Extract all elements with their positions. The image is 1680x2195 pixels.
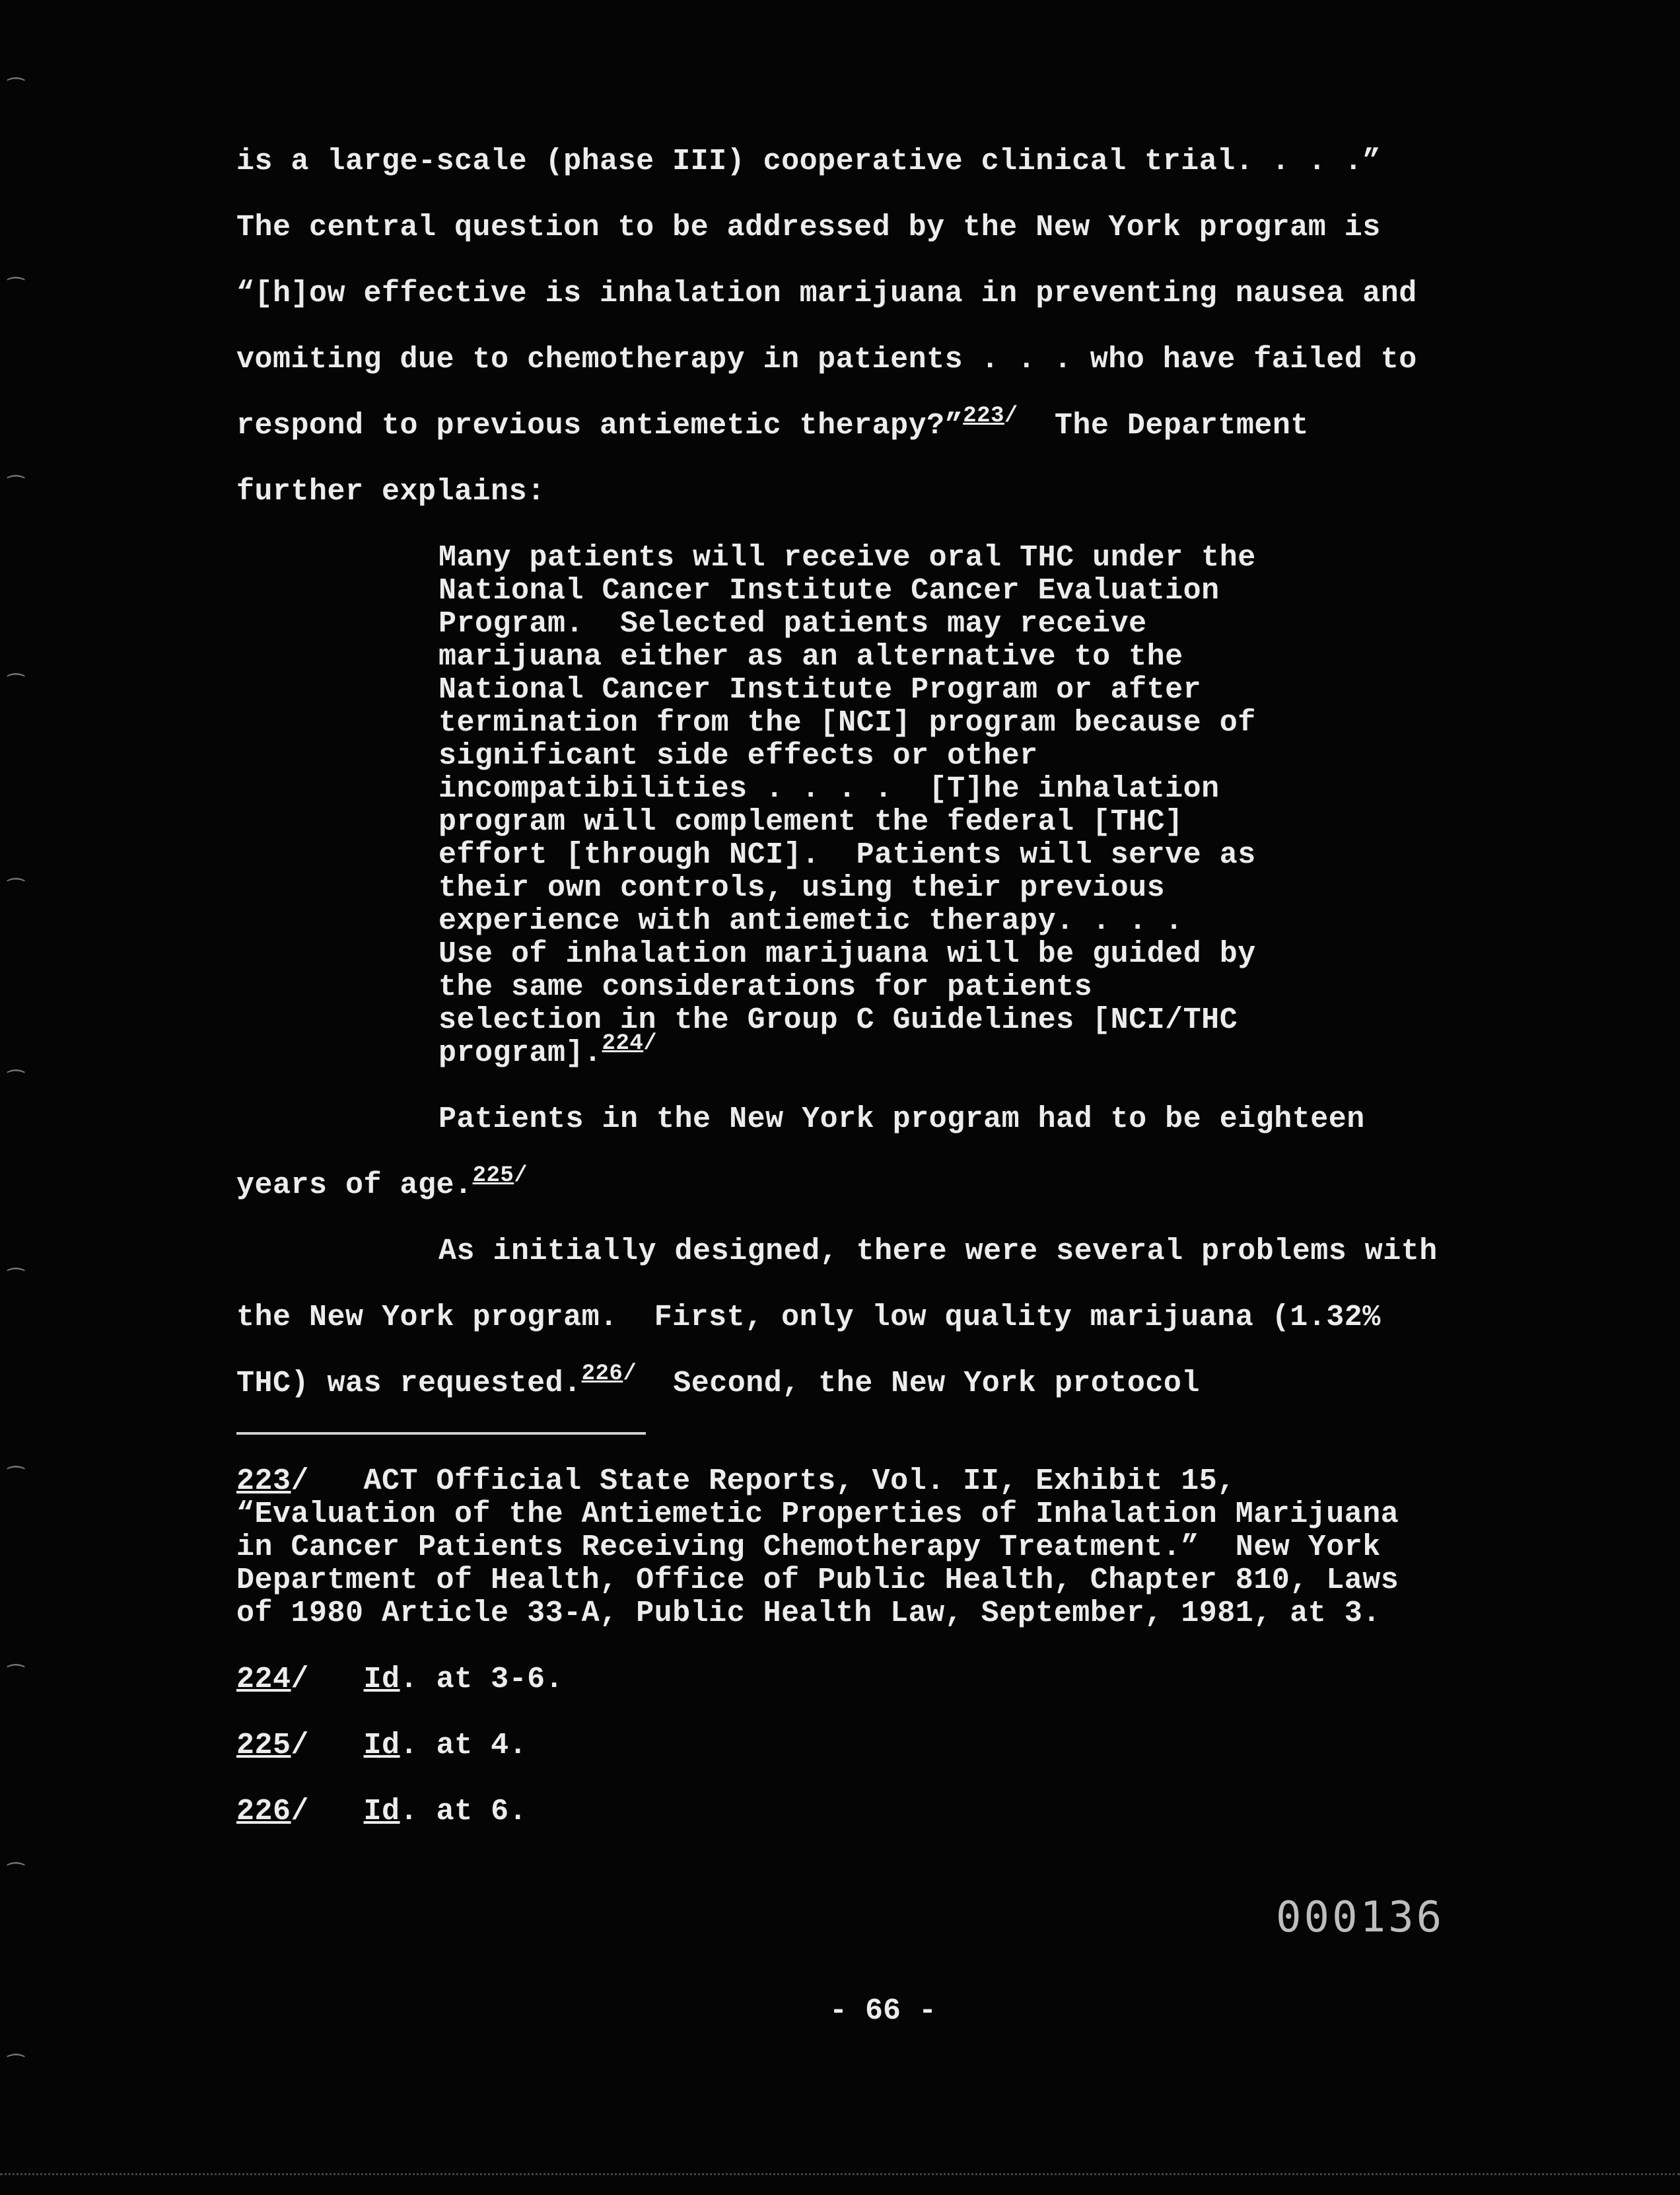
quote-line: the same considerations for patients xyxy=(438,970,1093,1004)
quote-line: incompatibilities . . . . [T]he inhalation xyxy=(438,772,1220,806)
body-line: vomiting due to chemotherapy in patients . . . who have failed to xyxy=(236,343,1417,377)
margin-mark: ⁀ xyxy=(8,1865,24,1887)
footnote-rule xyxy=(236,1432,646,1435)
quote-line: experience with antiemetic therapy. . . . xyxy=(438,904,1183,938)
footnote-slash: / xyxy=(291,1729,310,1762)
quote-line: effort [through NCI]. Patients will serve as xyxy=(438,838,1256,872)
footnote-number: 224 xyxy=(236,1663,291,1696)
footnote-number: 225 xyxy=(236,1729,291,1762)
margin-mark: ⁀ xyxy=(8,1667,24,1689)
margin-mark: ⁀ xyxy=(8,676,24,698)
footnote-slash: / xyxy=(643,1031,658,1056)
quote-line: significant side effects or other xyxy=(438,739,1038,773)
footnote-text: . at 4. xyxy=(400,1729,528,1762)
quote-line: National Cancer Institute Program or after xyxy=(438,673,1202,707)
scan-edge-artifact xyxy=(0,2173,1680,2178)
quote-line: Use of inhalation marijuana will be guided by xyxy=(438,937,1256,971)
footnote-slash: / xyxy=(1004,404,1018,429)
quote-line: their own controls, using their previous xyxy=(438,871,1166,905)
footnote-slash: / xyxy=(291,1795,310,1828)
footnote-slash: / xyxy=(291,1663,310,1696)
text-segment: Second, the New York protocol xyxy=(637,1367,1200,1400)
quote-line: program will complement the federal [THC] xyxy=(438,805,1183,839)
body-line: Patients in the New York program had to be eighteen xyxy=(438,1102,1365,1136)
footnote-ref: 226 xyxy=(581,1361,623,1386)
body-line: The central question to be addressed by the New York program is xyxy=(236,211,1381,244)
footnote-225 xyxy=(236,1729,527,1762)
footnote-text: . at 3-6. xyxy=(400,1663,564,1696)
text-segment: years of age. xyxy=(236,1169,473,1202)
body-line xyxy=(236,1361,1200,1402)
footnote-226 xyxy=(236,1795,527,1828)
footnote-ref: 225 xyxy=(472,1163,514,1188)
footnote-ref: 224 xyxy=(602,1031,644,1056)
footnote-text: . at 6. xyxy=(400,1795,528,1828)
page-number: - 66 - xyxy=(829,1994,937,2028)
bates-stamp: 000136 xyxy=(1276,1893,1445,1942)
body-line: further explains: xyxy=(236,475,545,509)
quote-line: marijuana either as an alternative to the xyxy=(438,640,1183,674)
text-segment: The Department xyxy=(1018,409,1309,443)
margin-mark: ⁀ xyxy=(8,881,24,903)
quote-line: selection in the Group C Guidelines [NCI/THC xyxy=(438,1003,1238,1037)
margin-mark: ⁀ xyxy=(8,2056,24,2079)
quote-line: termination from the [NCI] program because of xyxy=(438,706,1256,740)
body-line xyxy=(236,1163,528,1204)
text-segment: program]. xyxy=(438,1036,602,1070)
body-line: “[h]ow effective is inhalation marijuana in preventing nausea and xyxy=(236,277,1417,310)
footnote-slash: / xyxy=(623,1361,637,1386)
footnote-224 xyxy=(236,1663,563,1696)
margin-mark: ⁀ xyxy=(8,1468,24,1491)
footnote-slash: / xyxy=(514,1163,528,1188)
quote-line xyxy=(438,1031,658,1072)
footnote-223 xyxy=(236,1465,1236,1498)
footnote-text: ACT Official State Reports, Vol. II, Exhibit 15, xyxy=(309,1464,1236,1498)
footnote-number: 226 xyxy=(236,1795,291,1828)
margin-mark: ⁀ xyxy=(8,478,24,500)
footnote-id: Id xyxy=(363,1663,400,1696)
footnote-line: Department of Health, Office of Public Health, Chapter 810, Laws xyxy=(236,1564,1399,1597)
margin-mark: ⁀ xyxy=(8,1270,24,1293)
quote-line: Program. Selected patients may receive xyxy=(438,607,1147,641)
footnote-line: in Cancer Patients Receiving Chemotherapy Treatment.” New York xyxy=(236,1530,1381,1564)
text-segment: respond to previous antiemetic therapy?” xyxy=(236,409,963,443)
text-segment: THC) was requested. xyxy=(236,1367,582,1400)
margin-mark: ⁀ xyxy=(8,80,24,102)
footnote-slash: / xyxy=(291,1464,310,1498)
footnote-line: of 1980 Article 33-A, Public Health Law, September, 1981, at 3. xyxy=(236,1597,1381,1630)
body-line: As initially designed, there were several problems with xyxy=(438,1235,1438,1268)
margin-mark: ⁀ xyxy=(8,279,24,302)
body-line: is a large-scale (phase III) cooperative clinical trial. . . .” xyxy=(236,145,1381,178)
footnote-line: “Evaluation of the Antiemetic Properties of Inhalation Marijuana xyxy=(236,1497,1399,1531)
quote-line: Many patients will receive oral THC under the xyxy=(438,541,1256,575)
footnote-id: Id xyxy=(363,1729,400,1762)
quote-line: National Cancer Institute Cancer Evaluation xyxy=(438,574,1220,608)
footnote-id: Id xyxy=(363,1795,400,1828)
footnote-number: 223 xyxy=(236,1464,291,1498)
body-line: the New York program. First, only low quality marijuana (1.32% xyxy=(236,1301,1381,1334)
margin-mark: ⁀ xyxy=(8,1072,24,1095)
footnote-ref: 223 xyxy=(963,404,1004,429)
body-line xyxy=(236,404,1309,445)
